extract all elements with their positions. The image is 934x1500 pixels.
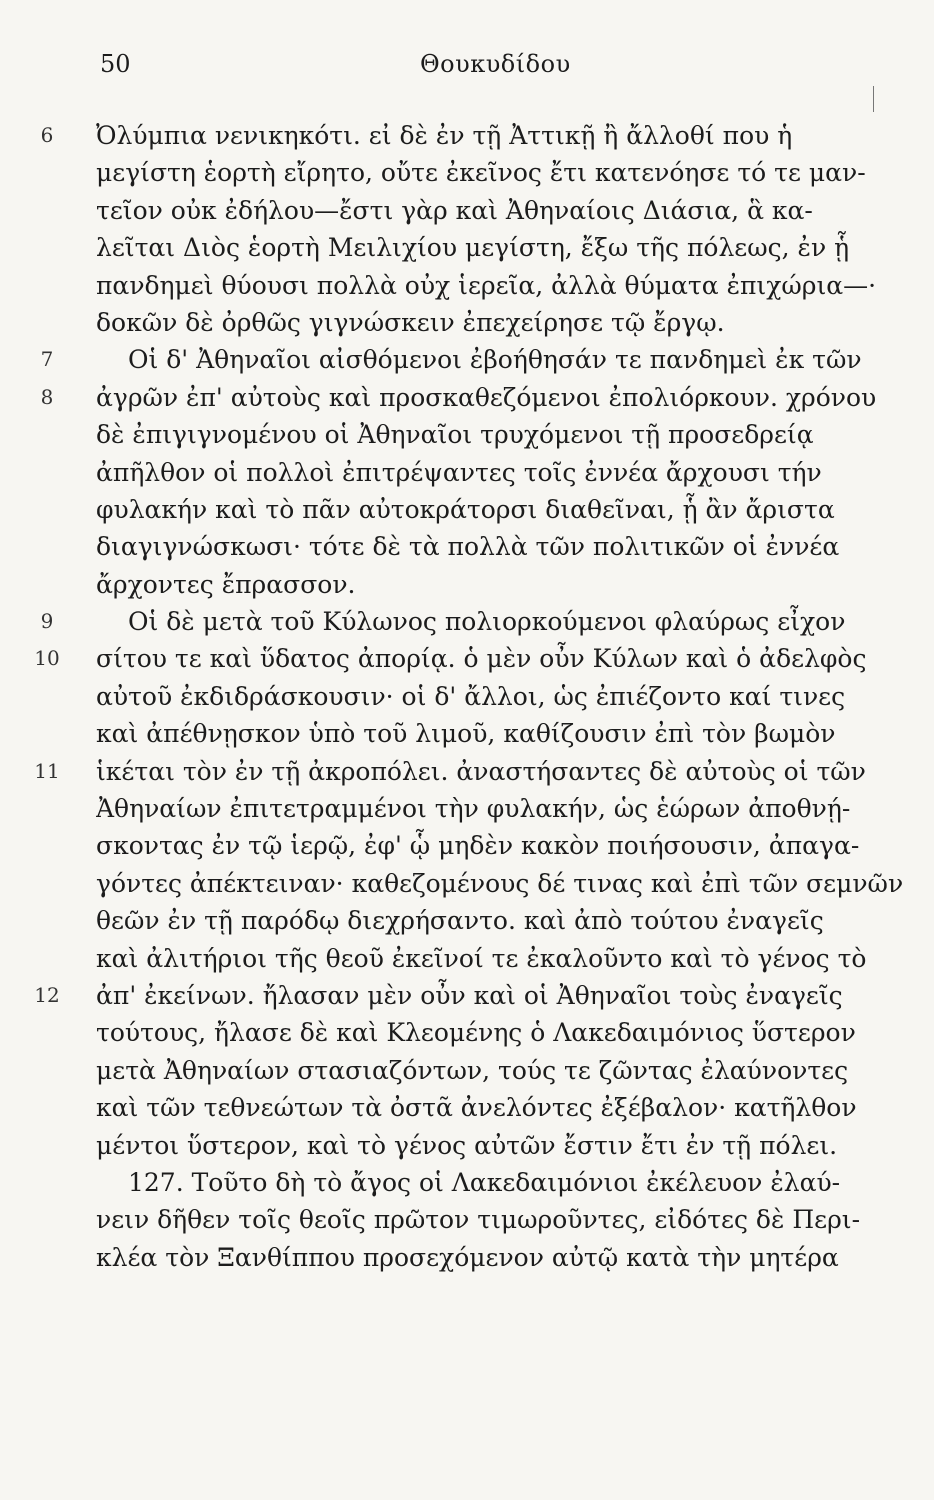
line-text: Οἱ δὲ μετὰ τοῦ Κύλωνος πολιορκούμενοι φλαύρως εἶχον: [128, 607, 846, 637]
line-text: αὐτοῦ ἐκδιδράσκουσιν· οἱ δ' ἄλλοι, ὡς ἐπιέζοντο καί τινες: [96, 681, 846, 711]
page-number: 50: [100, 50, 131, 78]
text-line: [0, 977, 934, 1014]
line-text: σίτου τε καὶ ὕδατος ἀπορίᾳ. ὁ μὲν οὖν Κύλων καὶ ὁ ἀδελφὸς: [96, 644, 867, 674]
text-line: [0, 678, 934, 715]
text-line: [0, 341, 934, 378]
text-line: [0, 117, 934, 154]
line-text: φυλακήν καὶ τὸ πᾶν αὐτοκράτορσι διαθεῖναι, ᾗ ἂν ἄριστα: [96, 494, 835, 524]
text-line: [0, 940, 934, 977]
line-text: γόντες ἀπέκτειναν· καθεζομένους δέ τινας καὶ ἐπὶ τῶν σεμνῶν: [96, 868, 904, 898]
text-line: [0, 528, 934, 565]
line-text: καὶ τῶν τεθνεώτων τὰ ὀστᾶ ἀνελόντες ἐξέβαλον· κατῆλθον: [96, 1093, 857, 1123]
line-text: καὶ ἀπέθνῃσκον ὑπὸ τοῦ λιμοῦ, καθίζουσιν ἐπὶ τὸν βωμὸν: [96, 719, 836, 749]
line-text: κλέα τὸν Ξανθίππου προσεχόμενον αὐτῷ κατὰ τὴν μητέρα: [96, 1242, 839, 1272]
line-text: τούτους, ἤλασε δὲ καὶ Κλεομένης ὁ Λακεδαιμόνιος ὕστερον: [96, 1018, 856, 1048]
text-line: [0, 267, 934, 304]
text-line: [0, 790, 934, 827]
line-text: Ἀθηναίων ἐπιτετραμμένοι τὴν φυλακήν, ὡς ἑώρων ἀποθνῄ-: [96, 794, 851, 824]
line-text: μετὰ Ἀθηναίων στασιαζόντων, τούς τε ζῶντας ἐλαύνοντες: [96, 1055, 849, 1085]
text-line: [0, 1127, 934, 1164]
text-line: [0, 753, 934, 790]
section-number: 10: [34, 646, 60, 671]
text-line: [0, 304, 934, 341]
text-line: [0, 566, 934, 603]
text-line: [0, 1089, 934, 1126]
text-line: [0, 491, 934, 528]
section-number: 6: [40, 123, 54, 147]
line-text: θεῶν ἐν τῇ παρόδῳ διεχρήσαντο. καὶ ἀπὸ τούτου ἐναγεῖς: [96, 906, 824, 936]
text-line: [0, 640, 934, 677]
section-number: 8: [40, 384, 54, 409]
line-text: καὶ ἀλιτήριοι τῆς θεοῦ ἐκεῖνοί τε ἐκαλοῦντο καὶ τὸ γένος τὸ: [96, 943, 867, 973]
line-text: διαγιγνώσκωσι· τότε δὲ τὰ πολλὰ τῶν πολιτικῶν οἱ ἐννέα: [96, 532, 840, 562]
line-text: δοκῶν δὲ ὀρθῶς γιγνώσκειν ἐπεχείρησε τῷ ἔργῳ.: [96, 307, 725, 337]
section-number: 12: [34, 982, 60, 1007]
line-text: ἱκέται τὸν ἐν τῇ ἀκροπόλει. ἀναστήσαντες δὲ αὐτοὺς οἱ τῶν: [96, 756, 866, 786]
text-line: [0, 603, 934, 640]
line-text: 127. Τοῦτο δὴ τὸ ἄγος οἱ Λακεδαιμόνιοι ἐκέλευον ἐλαύ-: [128, 1167, 841, 1197]
line-text: πανδημεὶ θύουσι πολλὰ οὐχ ἱερεῖα, ἀλλὰ θύματα ἐπιχώρια—·: [96, 270, 877, 300]
line-text: ἄρχοντες ἔπρασσον.: [96, 569, 356, 599]
section-number: 7: [40, 347, 54, 372]
text-line: [0, 416, 934, 453]
body-text: [0, 117, 934, 1276]
text-line: [0, 902, 934, 939]
line-text: τεῖον οὐκ ἐδήλου—ἔστι γὰρ καὶ Ἀθηναίοις Διάσια, ἃ κα-: [96, 195, 813, 225]
line-text: μεγίστη ἑορτὴ εἴρητο, οὔτε ἐκεῖνος ἔτι κατενόησε τό τε μαν-: [96, 158, 866, 188]
line-text: ἀγρῶν ἐπ' αὐτοὺς καὶ προσκαθεζόμενοι ἐπολιόρκουν. χρόνου: [96, 382, 877, 412]
section-number: 9: [40, 609, 54, 634]
running-title: Θουκυδίδου: [420, 50, 571, 78]
section-number: 11: [34, 758, 60, 783]
line-text: λεῖται Διὸς ἑορτὴ Μειλιχίου μεγίστη, ἔξω τῆς πόλεως, ἐν ᾗ: [96, 233, 850, 263]
line-text: ἀπ' ἐκείνων. ἤλασαν μὲν οὖν καὶ οἱ Ἀθηναῖοι τοὺς ἐναγεῖς: [96, 980, 843, 1010]
text-line: [0, 1052, 934, 1089]
line-text: νειν δῆθεν τοῖς θεοῖς πρῶτον τιμωροῦντες, εἰδότες δὲ Περι-: [96, 1205, 861, 1235]
text-line: [0, 1201, 934, 1238]
page-header: [0, 50, 934, 90]
line-text: δὲ ἐπιγιγνομένου οἱ Ἀθηναῖοι τρυχόμενοι τῇ προσεδρείᾳ: [96, 420, 814, 450]
text-line: [0, 1164, 934, 1201]
line-text: μέντοι ὕστερον, καὶ τὸ γένος αὐτῶν ἔστιν ἔτι ἐν τῇ πόλει.: [96, 1130, 838, 1160]
text-line: [0, 827, 934, 864]
line-text: Ὀλύμπια νενικηκότι. εἰ δὲ ἐν τῇ Ἀττικῇ ἢ ἄλλοθί που ἡ: [96, 121, 793, 150]
text-line: [0, 379, 934, 416]
text-line: [0, 865, 934, 902]
text-line: [0, 1239, 934, 1276]
text-line: [0, 1014, 934, 1051]
text-line: [0, 454, 934, 491]
text-line: [0, 154, 934, 191]
text-line: [0, 715, 934, 752]
line-text: σκοντας ἐν τῷ ἱερῷ, ἐφ' ᾧ μηδὲν κακὸν ποιήσουσιν, ἀπαγα-: [96, 831, 860, 861]
line-text: ἀπῆλθον οἱ πολλοὶ ἐπιτρέψαντες τοῖς ἐννέα ἄρχουσι τήν: [96, 457, 822, 487]
text-line: [0, 229, 934, 266]
line-text: Οἱ δ' Ἀθηναῖοι αἰσθόμενοι ἐβοήθησάν τε πανδημεὶ ἐκ τῶν: [128, 345, 862, 375]
text-line: [0, 192, 934, 229]
